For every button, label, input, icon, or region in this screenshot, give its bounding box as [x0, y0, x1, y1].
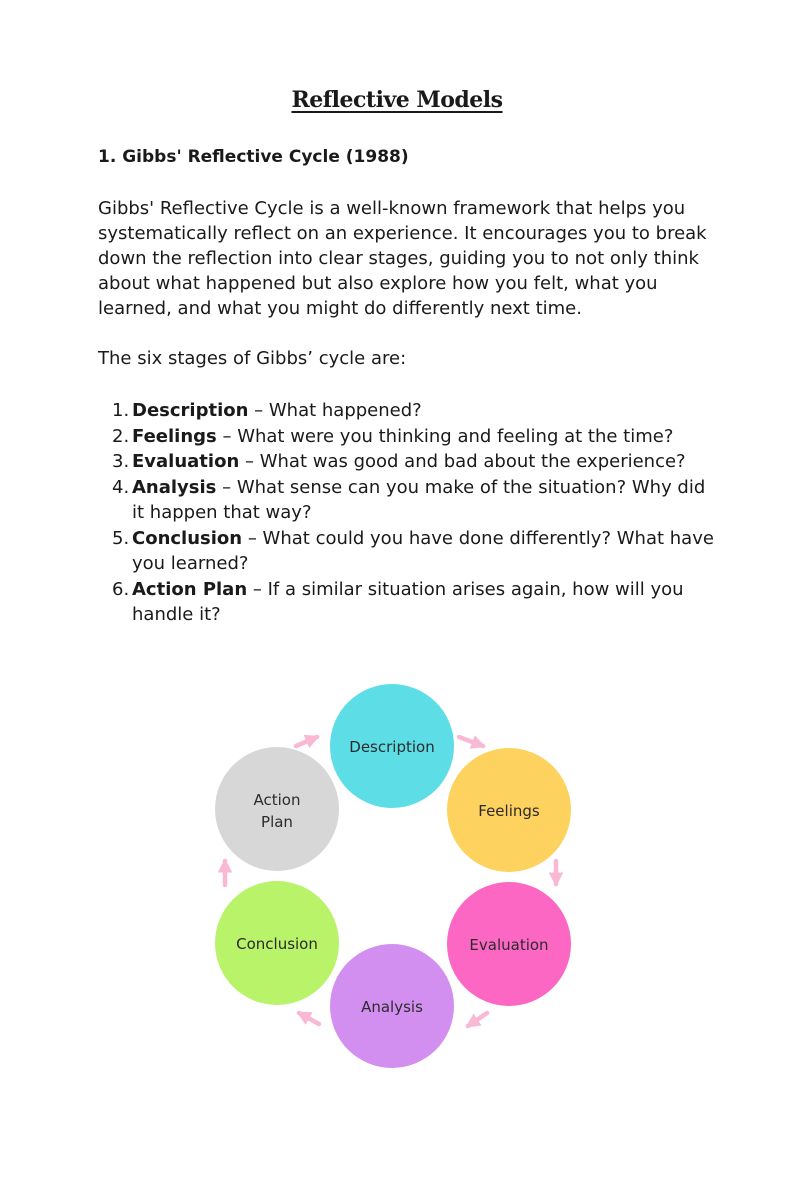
node-feelings — [447, 748, 571, 872]
arrow-action-plan-to-description-icon — [296, 737, 317, 746]
stage-number: 5. — [112, 527, 130, 549]
node-label: Feelings — [478, 802, 540, 820]
stage-text: – What were you thinking and feeling at the time? — [216, 425, 674, 447]
stage-term: Analysis — [132, 476, 217, 498]
node-analysis — [330, 944, 454, 1068]
stage-term: Evaluation — [132, 451, 240, 472]
stage-term: Feelings — [132, 425, 217, 447]
node-conclusion — [215, 881, 339, 1005]
stage-number: 2. — [112, 425, 130, 447]
node-label: Analysis — [361, 998, 423, 1016]
stages-lead: The six stages of Gibbs’ cycle are: — [98, 348, 407, 369]
stage-text: – What happened? — [248, 400, 422, 421]
stage-text: – What sense can you make of the situation? Why did it happen that way? — [132, 476, 706, 523]
stage-number: 1. — [112, 400, 130, 421]
section-heading: 1. Gibbs' Reflective Cycle (1988) — [98, 147, 409, 167]
stage-text: – If a similar situation arises again, how will you handle it? — [132, 578, 684, 625]
node-label-line2: Plan — [261, 813, 293, 831]
intro-paragraph: Gibbs' Reflective Cycle is a well-known framework that helps you systematically reflect on an experience. It encourages you to break down the reflection into clear stages, guiding you to not only think about what happened but also explore how you felt, what you learned, and what you might do differently next time. — [98, 198, 707, 319]
node-label: Evaluation — [469, 936, 549, 954]
node-circle — [215, 747, 339, 871]
stage-text: – What could you have done differently? What have you learned? — [132, 527, 714, 574]
node-label: Description — [349, 738, 435, 756]
page-title-text: Reflective Models — [291, 86, 503, 113]
node-action-plan — [215, 747, 339, 871]
stage-text: – What was good and bad about the experience? — [239, 451, 686, 472]
stage-number: 6. — [112, 578, 130, 600]
stage-term: Conclusion — [132, 527, 243, 549]
stage-number: 4. — [112, 476, 130, 498]
node-description — [330, 684, 454, 808]
arrow-analysis-to-conclusion-icon — [299, 1013, 319, 1024]
arrow-description-to-feelings-icon — [459, 737, 483, 746]
arrow-evaluation-to-analysis-icon — [468, 1013, 487, 1026]
node-label-line1: Action — [253, 791, 301, 809]
stage-term: Action Plan — [132, 578, 248, 600]
stage-term: Description — [132, 400, 249, 421]
node-label: Conclusion — [236, 935, 318, 953]
stage-number: 3. — [112, 451, 130, 472]
node-evaluation — [447, 882, 571, 1006]
